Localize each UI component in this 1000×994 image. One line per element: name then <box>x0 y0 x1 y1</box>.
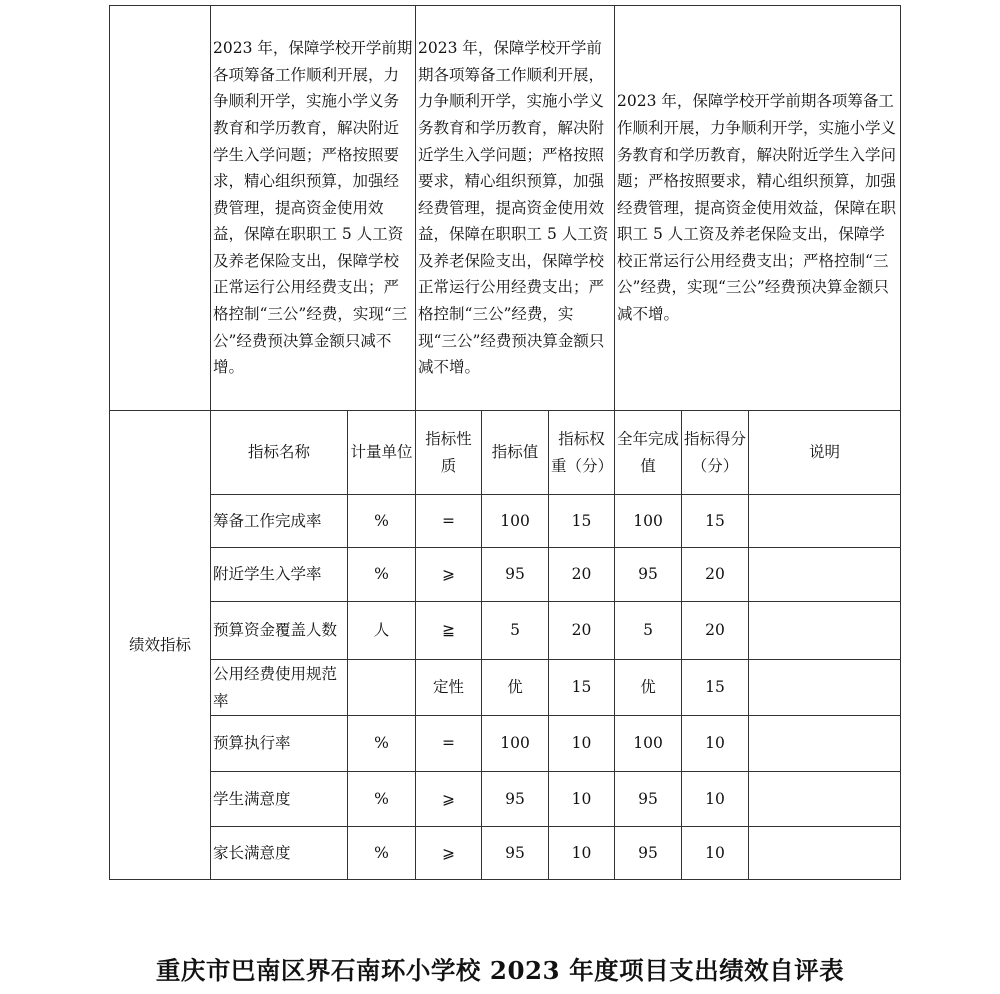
indicator-note <box>749 827 901 880</box>
indicator-actual: 95 <box>615 772 682 827</box>
indicator-unit: % <box>348 827 416 880</box>
indicator-note <box>749 716 901 772</box>
page-title: 重庆市巴南区界石南环小学校 2023 年度项目支出绩效自评表 <box>155 956 845 985</box>
indicator-target: 95 <box>482 827 549 880</box>
indicator-score: 10 <box>682 827 749 880</box>
goal-text-col3: 2023 年，保障学校开学前期各项筹备工作顺利开展，力争顺利开学，实施小学义务教育和学历教育，解决附近学生入学问题；严格按照要求，精心组织预算，加强经费管理，提高资金使用效益，保障在职职工 5 人工资及养老保险支出，保障学校正常运行公用经费支出；严格控制“三公”经费，实现“三公”经费预决算金额只减不增。 <box>615 6 901 411</box>
indicator-name: 家长满意度 <box>211 827 348 880</box>
header-target: 指标值 <box>482 411 549 495</box>
indicator-note <box>749 548 901 602</box>
table-row <box>110 827 901 880</box>
indicator-target: 100 <box>482 716 549 772</box>
goal-row <box>110 6 901 411</box>
indicator-actual: 优 <box>615 660 682 716</box>
header-unit: 计量单位 <box>348 411 416 495</box>
indicator-nature: = <box>416 495 482 548</box>
indicator-name: 附近学生入学率 <box>211 548 348 602</box>
indicator-score: 20 <box>682 548 749 602</box>
header-actual: 全年完成值 <box>615 411 682 495</box>
indicator-nature: ⩾ <box>416 772 482 827</box>
indicator-actual: 5 <box>615 602 682 660</box>
indicator-target: 95 <box>482 772 549 827</box>
goal-text-col1: 2023 年，保障学校开学前期各项筹备工作顺利开展，力争顺利开学，实施小学义务教育和学历教育，解决附近学生入学问题；严格按照要求，精心组织预算，加强经费管理，提高资金使用效益，保障在职职工 5 人工资及养老保险支出，保障学校正常运行公用经费支出；严格控制“三公”经费，实现“三公”经费预决算金额只减不增。 <box>211 6 416 411</box>
indicator-name: 筹备工作完成率 <box>211 495 348 548</box>
indicator-unit: % <box>348 548 416 602</box>
indicator-weight: 10 <box>549 772 615 827</box>
indicator-score: 10 <box>682 772 749 827</box>
header-nature: 指标性质 <box>416 411 482 495</box>
indicator-score: 20 <box>682 602 749 660</box>
indicator-nature: ⩾ <box>416 548 482 602</box>
indicator-unit: 人 <box>348 602 416 660</box>
header-indicator-name: 指标名称 <box>211 411 348 495</box>
header-note: 说明 <box>749 411 901 495</box>
table-row <box>110 716 901 772</box>
indicator-nature: 定性 <box>416 660 482 716</box>
header-score: 指标得分（分） <box>682 411 749 495</box>
indicator-actual: 100 <box>615 716 682 772</box>
table-row <box>110 772 901 827</box>
indicator-nature: ≧ <box>416 602 482 660</box>
indicator-nature: = <box>416 716 482 772</box>
indicator-target: 优 <box>482 660 549 716</box>
indicator-name: 学生满意度 <box>211 772 348 827</box>
indicator-weight: 10 <box>549 827 615 880</box>
indicator-name: 预算执行率 <box>211 716 348 772</box>
indicator-unit: % <box>348 716 416 772</box>
indicator-note <box>749 660 901 716</box>
goal-text-col2: 2023 年，保障学校开学前期各项筹备工作顺利开展，力争顺利开学，实施小学义务教育和学历教育，解决附近学生入学问题；严格按照要求，精心组织预算，加强经费管理，提高资金使用效益，保障在职职工 5 人工资及养老保险支出，保障学校正常运行公用经费支出；严格控制“三公”经费，实现“三公”经费预决算金额只减不增。 <box>416 6 615 411</box>
indicator-score: 15 <box>682 495 749 548</box>
indicator-actual: 95 <box>615 827 682 880</box>
performance-table <box>109 5 901 880</box>
indicator-target: 5 <box>482 602 549 660</box>
indicator-weight: 15 <box>549 660 615 716</box>
indicator-unit: % <box>348 495 416 548</box>
indicator-weight: 20 <box>549 602 615 660</box>
indicator-weight: 15 <box>549 495 615 548</box>
indicator-actual: 100 <box>615 495 682 548</box>
indicator-unit <box>348 660 416 716</box>
table-row <box>110 660 901 716</box>
indicator-weight: 10 <box>549 716 615 772</box>
indicator-name: 公用经费使用规范率 <box>211 660 348 716</box>
indicator-nature: ⩾ <box>416 827 482 880</box>
indicator-note <box>749 602 901 660</box>
header-weight: 指标权重（分） <box>549 411 615 495</box>
indicator-actual: 95 <box>615 548 682 602</box>
indicator-weight: 20 <box>549 548 615 602</box>
indicator-name: 预算资金覆盖人数 <box>211 602 348 660</box>
section-label: 绩效指标 <box>110 411 211 880</box>
indicator-target: 100 <box>482 495 549 548</box>
table-row <box>110 602 901 660</box>
header-row <box>110 411 901 495</box>
goal-row-label <box>110 6 211 411</box>
indicator-score: 15 <box>682 660 749 716</box>
table-row <box>110 548 901 602</box>
indicator-unit: % <box>348 772 416 827</box>
indicator-note <box>749 495 901 548</box>
indicator-target: 95 <box>482 548 549 602</box>
indicator-score: 10 <box>682 716 749 772</box>
table-row <box>110 495 901 548</box>
indicator-note <box>749 772 901 827</box>
